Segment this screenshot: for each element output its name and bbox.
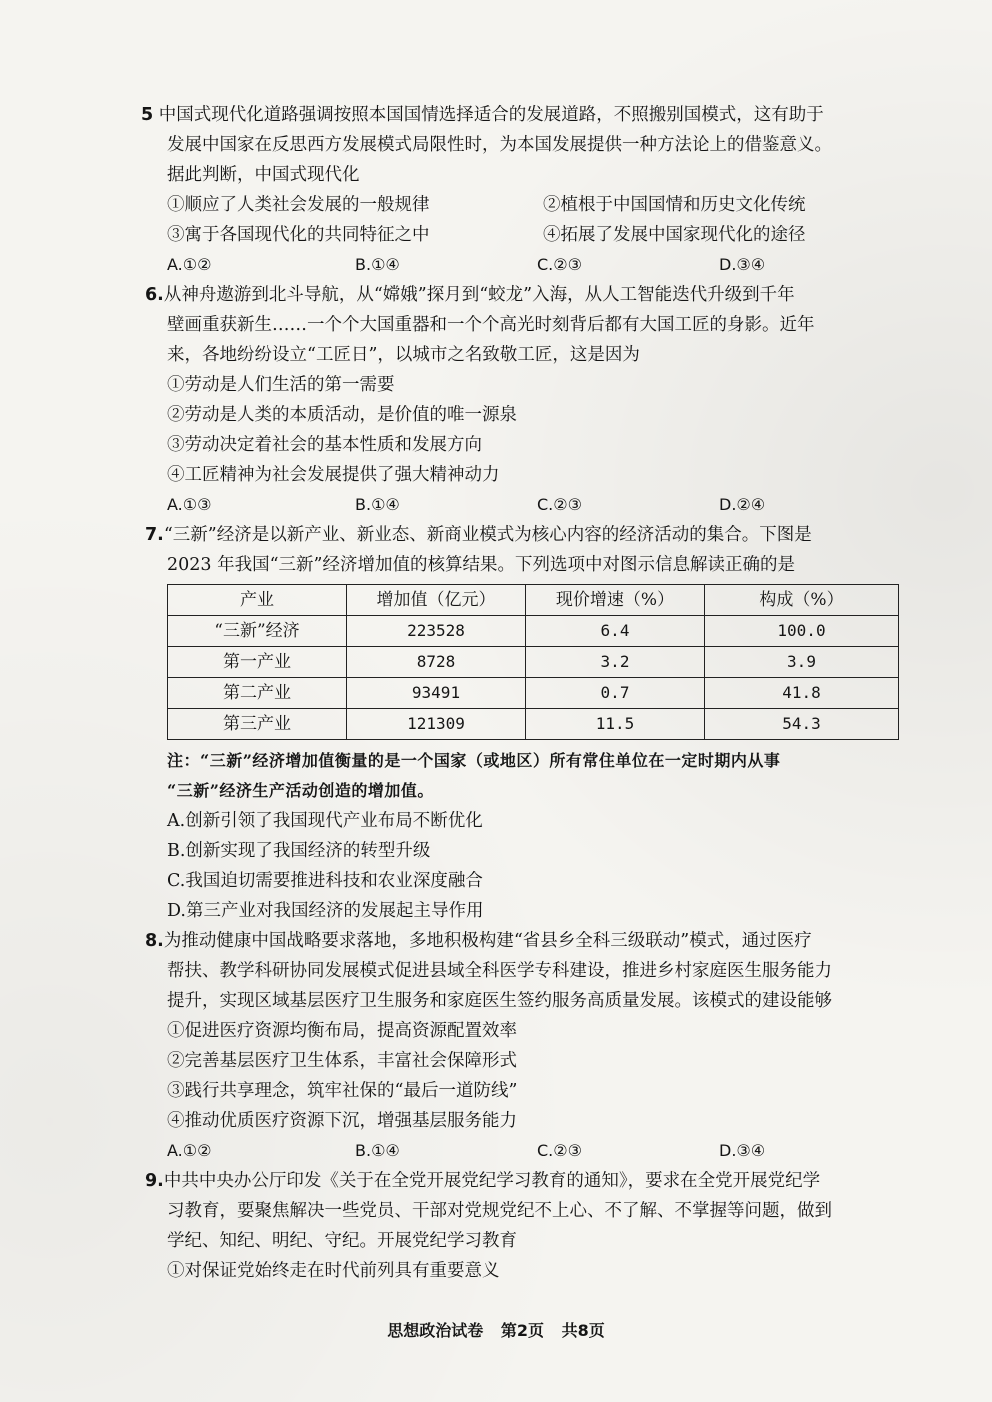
question-8-option-2: ②完善基层医疗卫生体系，丰富社会保障形式 [167,1051,517,1071]
question-7-option-c: C.我国迫切需要推进科技和农业深度融合 [167,871,483,891]
question-8-line-2: 帮扶、教学科研协同发展模式促进县域全科医学专科建设，推进乡村家庭医生服务能力 [167,961,832,981]
question-8-choice-d: D.③④ [719,1141,766,1160]
question-7-option-a: A.创新引领了我国现代产业布局不断优化 [167,811,483,831]
question-8-line-1: 8.为推动健康中国战略要求落地，多地积极构建“省县乡全科三级联动”模式，通过医疗 [145,931,812,951]
question-5-options-row-2 [145,220,900,250]
question-8-line-3: 提升，实现区域基层医疗卫生服务和家庭医生签约服务高质量发展。该模式的建设能够 [167,991,832,1011]
question-8-number: 8. [145,931,164,951]
table-cell: 第三产业 [168,709,347,740]
question-6-line-3: 来，各地纷纷设立“工匠日”，以城市之名致敬工匠，这是因为 [167,345,640,365]
table-cell: 93491 [347,678,526,709]
table-row [168,616,899,647]
question-7-number: 7. [145,525,164,545]
question-5-option-4: ④拓展了发展中国家现代化的途径 [543,225,806,245]
question-6-line-2: 壁画重获新生……一个个大国重器和一个个高光时刻背后都有大国工匠的身影。近年 [167,315,815,335]
question-7 [145,520,900,926]
table-cell: 8728 [347,647,526,678]
footer-total-pages: 共8页 [561,1321,605,1340]
table-row [168,709,899,740]
table-cell: 121309 [347,709,526,740]
question-5-choice-a: A.①② [167,255,212,274]
question-9-option-1: ①对保证党始终走在时代前列具有重要意义 [167,1261,500,1281]
table-note-line-2: “三新”经济生产活动创造的增加值。 [167,781,434,800]
question-6-line-1: 6.从神舟遨游到北斗导航，从“嫦娥”探月到“蛟龙”入海，从人工智能迭代升级到千年 [145,285,795,305]
question-8-option-3: ③践行共享理念，筑牢社保的“最后一道防线” [167,1081,518,1101]
question-8-option-1: ①促进医疗资源均衡布局，提高资源配置效率 [167,1021,517,1041]
question-5-option-2: ②植根于中国国情和历史文化传统 [543,195,806,215]
question-7-line-1: 7.“三新”经济是以新产业、新业态、新商业模式为核心内容的经济活动的集合。下图是 [145,525,812,545]
question-5-choice-c: C.②③ [537,255,582,274]
question-9-line-1: 9.中共中央办公厅印发《关于在全党开展党纪学习教育的通知》，要求在全党开展党纪学 [145,1171,821,1191]
table-cell: 第一产业 [168,647,347,678]
table-cell: 3.9 [705,647,899,678]
question-8 [145,926,900,1166]
question-6-choice-b: B.①④ [355,495,400,514]
table-cell: 223528 [347,616,526,647]
question-8-choice-a: A.①② [167,1141,212,1160]
question-5-line-2: 发展中国家在反思西方发展模式局限性时，为本国发展提供一种方法论上的借鉴意义。 [167,135,832,155]
question-5-choices [145,250,900,280]
footer-subject: 思想政治试卷 [387,1321,484,1340]
table-header-row [168,585,899,616]
question-6 [145,280,900,520]
footer-page-number: 第2页 [500,1321,544,1340]
question-6-choice-c: C.②③ [537,495,582,514]
page-footer [0,1318,992,1341]
question-6-option-4: ④工匠精神为社会发展提供了强大精神动力 [167,465,500,485]
question-6-number: 6. [145,285,164,305]
question-5-choice-b: B.①④ [355,255,400,274]
table-note-line-1: 注：“三新”经济增加值衡量的是一个国家（或地区）所有常住单位在一定时期内从事 [167,751,781,770]
table-cell: 100.0 [705,616,899,647]
table-cell: 3.2 [526,647,705,678]
question-9-line-3: 学纪、知纪、明纪、守纪。开展党纪学习教育 [167,1231,517,1251]
question-9 [145,1166,900,1286]
question-8-choice-b: B.①④ [355,1141,400,1160]
question-8-choice-c: C.②③ [537,1141,582,1160]
table-header-value-added: 增加值（亿元） [347,585,526,616]
table-cell: 11.5 [526,709,705,740]
question-9-line-2: 习教育，要聚焦解决一些党员、干部对党规党纪不上心、不了解、不掌握等问题，做到 [167,1201,832,1221]
question-5-line-1: 5 中国式现代化道路强调按照本国国情选择适合的发展道路，不照搬别国模式，这有助于 [141,105,824,125]
table-cell: 第二产业 [168,678,347,709]
question-8-choices [145,1136,900,1166]
table-cell: 6.4 [526,616,705,647]
question-5 [141,100,900,280]
question-8-option-4: ④推动优质医疗资源下沉，增强基层服务能力 [167,1111,517,1131]
table-header-growth: 现价增速（%） [526,585,705,616]
table-cell: 54.3 [705,709,899,740]
three-new-economy-table [167,584,899,740]
question-6-choices [145,490,900,520]
question-6-option-2: ②劳动是人类的本质活动，是价值的唯一源泉 [167,405,517,425]
table-header-industry: 产业 [168,585,347,616]
question-5-option-1: ①顺应了人类社会发展的一般规律 [167,195,430,215]
question-7-option-b: B.创新实现了我国经济的转型升级 [167,841,431,861]
question-5-choice-d: D.③④ [719,255,766,274]
table-cell: 0.7 [526,678,705,709]
question-6-option-1: ①劳动是人们生活的第一需要 [167,375,395,395]
page-content [141,100,900,1286]
question-5-option-3: ③寓于各国现代化的共同特征之中 [167,225,430,245]
table-row [168,678,899,709]
question-6-option-3: ③劳动决定着社会的基本性质和发展方向 [167,435,482,455]
question-5-line-3: 据此判断，中国式现代化 [167,165,360,185]
question-5-number: 5 [141,105,154,125]
question-6-choice-d: D.②④ [719,495,766,514]
question-9-number: 9. [145,1171,164,1191]
question-7-line-2: 2023 年我国“三新”经济增加值的核算结果。下列选项中对图示信息解读正确的是 [167,555,795,575]
question-7-option-d: D.第三产业对我国经济的发展起主导作用 [167,901,484,921]
table-header-composition: 构成（%） [705,585,899,616]
question-6-choice-a: A.①③ [167,495,212,514]
table-row [168,647,899,678]
question-5-options-row-1 [145,190,900,220]
table-cell: 41.8 [705,678,899,709]
table-cell: “三新”经济 [168,616,347,647]
